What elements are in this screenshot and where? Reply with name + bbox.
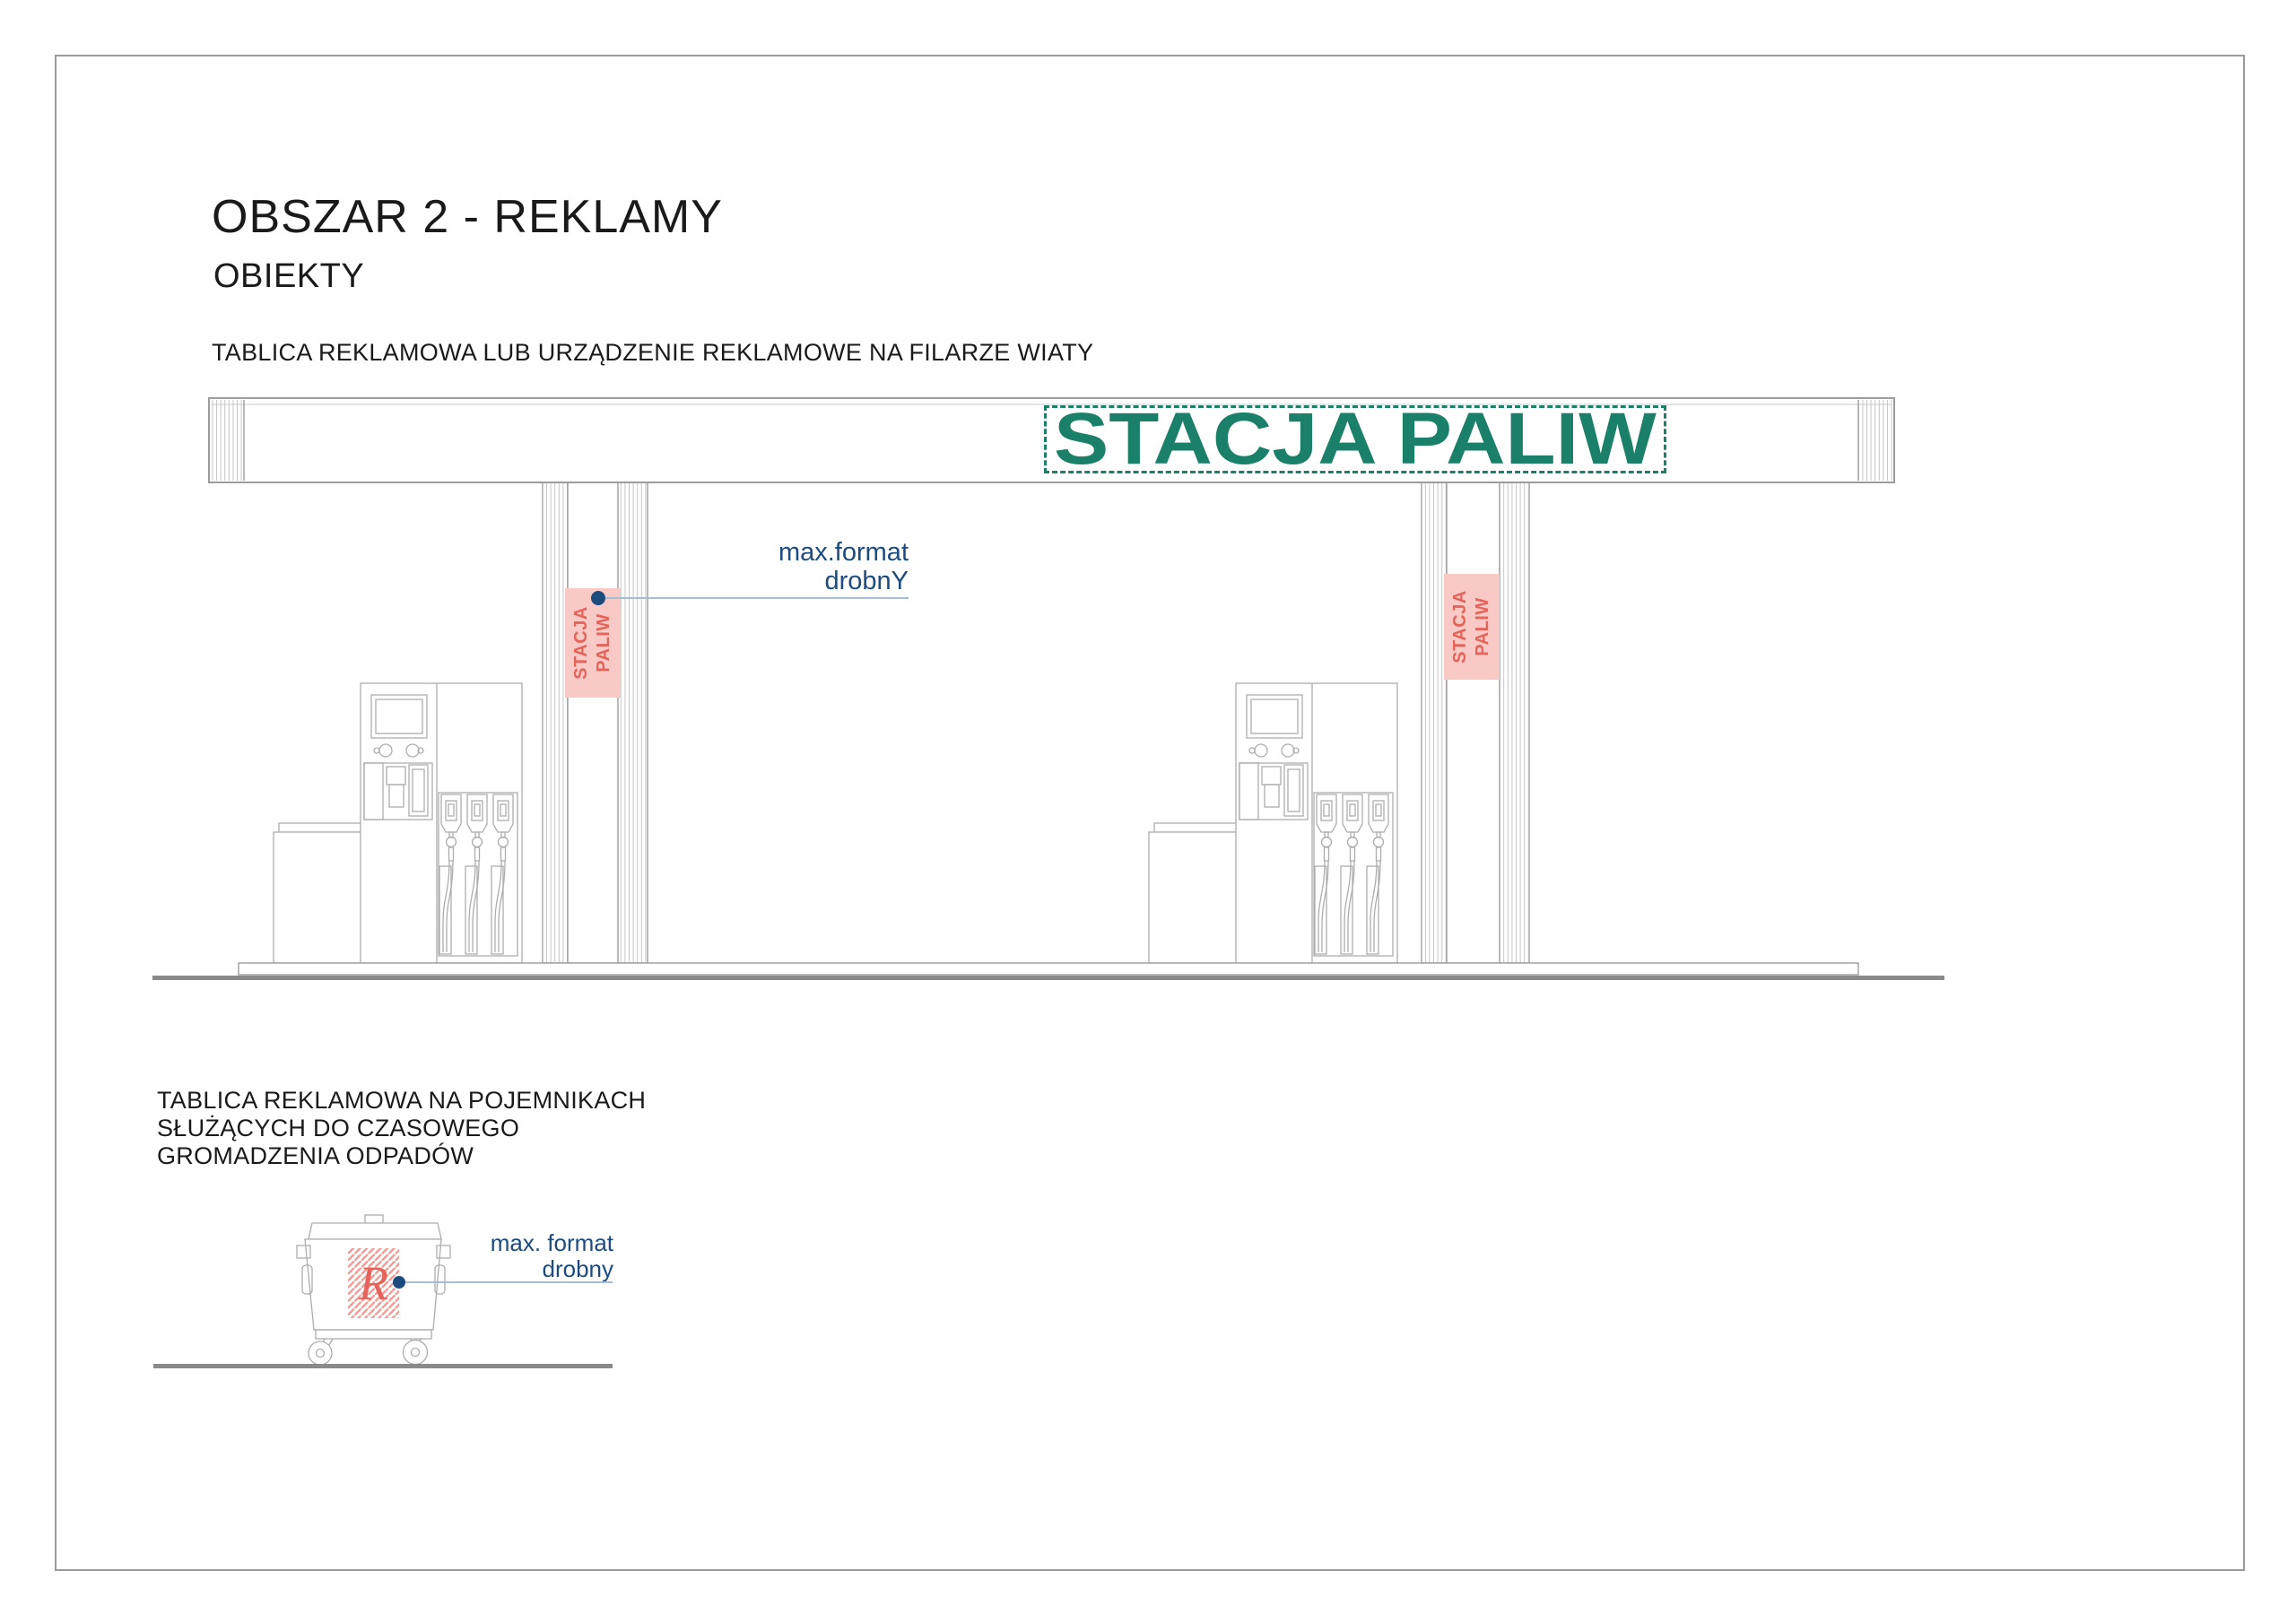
annotation-line2: drobnY: [824, 567, 909, 595]
heading-line1: TABLICA REKLAMOWA NA POJEMNIKACH: [157, 1087, 647, 1114]
pillar-label-line1: STACJA: [571, 606, 591, 680]
container-ground-line: [153, 1364, 613, 1368]
canopy-pillar-left: [543, 482, 648, 963]
station-island-curb: [239, 963, 1858, 975]
pillar-label-line1: STACJA: [1450, 590, 1470, 664]
canopy-sign-board: [1044, 398, 1666, 480]
heading-line3: GROMADZENIA ODPADÓW: [157, 1142, 474, 1169]
pillar-advert-label-right: [1444, 574, 1500, 680]
fuel-dispenser-left: [274, 683, 522, 963]
pillar-advert-label-left: [565, 588, 621, 698]
annotation-line1: max. format: [490, 1229, 613, 1256]
fuel-dispenser-right: [1149, 683, 1397, 963]
page-subtitle: OBIEKTY: [213, 257, 365, 295]
container-annotation: [491, 1230, 613, 1282]
pillar-label-line2: PALIW: [1473, 597, 1492, 656]
canopy-annotation: [778, 538, 909, 595]
heading-line2: SŁUŻĄCYCH DO CZASOWEGO: [157, 1115, 520, 1141]
container-lid: [309, 1223, 441, 1239]
annotation-line2: drobny: [542, 1255, 613, 1282]
canopy-pillar-right: [1422, 482, 1529, 963]
canopy-sign-text: STACJA PALIW: [1054, 398, 1657, 480]
annotation-line1: max.format: [778, 538, 909, 567]
container-advert-marker: R: [359, 1256, 388, 1310]
station-ground-line: [152, 976, 1944, 980]
pillar-label-line2: PALIW: [594, 613, 613, 673]
page-title: OBSZAR 2 - REKLAMY: [212, 191, 723, 243]
canopy-section-heading: TABLICA REKLAMOWA LUB URZĄDZENIE REKLAMOWE NA FILARZE WIATY: [212, 339, 1094, 366]
